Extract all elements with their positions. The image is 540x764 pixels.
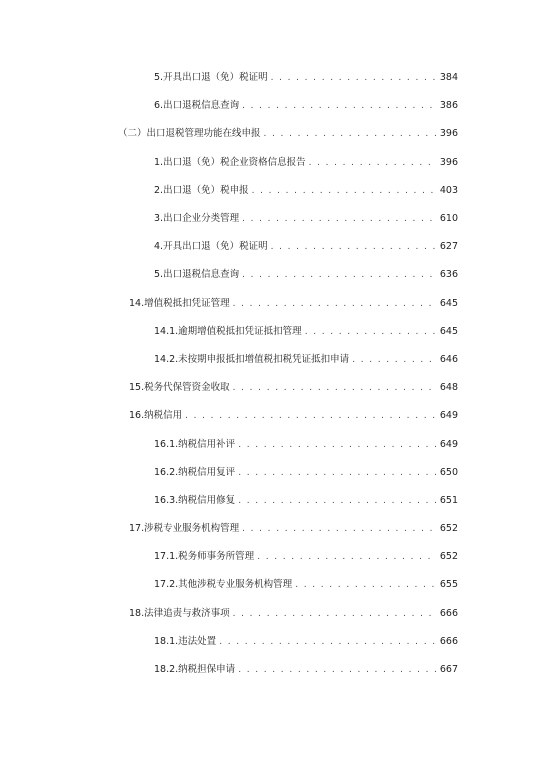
toc-page-number: 636 bbox=[439, 269, 458, 281]
toc-leader-dots bbox=[219, 636, 436, 648]
toc-entry-label: 3.出口企业分类管理 bbox=[154, 213, 240, 225]
toc-leader-dots bbox=[295, 579, 436, 591]
toc-entry-label: 16.2.纳税信用复评 bbox=[154, 466, 236, 478]
table-of-contents bbox=[0, 64, 540, 684]
toc-entry-label: 5.出口退税信息查询 bbox=[154, 269, 240, 281]
toc-entry[interactable] bbox=[0, 177, 540, 205]
toc-entry-label: 1.出口退（免）税企业资格信息报告 bbox=[154, 156, 306, 168]
toc-entry[interactable] bbox=[0, 515, 540, 543]
toc-page-number: 652 bbox=[439, 551, 458, 563]
toc-leader-dots bbox=[185, 410, 436, 422]
toc-entry[interactable] bbox=[0, 64, 540, 92]
toc-entry[interactable] bbox=[0, 92, 540, 120]
toc-page-number: 666 bbox=[439, 607, 458, 619]
toc-leader-dots bbox=[242, 523, 436, 535]
toc-entry[interactable] bbox=[0, 205, 540, 233]
toc-entry-label: 17.涉税专业服务机构管理 bbox=[129, 523, 240, 535]
toc-entry[interactable] bbox=[0, 346, 540, 374]
toc-page-number: 645 bbox=[439, 325, 458, 337]
toc-leader-dots bbox=[271, 241, 436, 253]
toc-entry-label: 17.1.税务师事务所管理 bbox=[154, 551, 255, 563]
toc-leader-dots bbox=[233, 382, 436, 394]
toc-page-number: 667 bbox=[439, 664, 458, 676]
toc-leader-dots bbox=[233, 608, 436, 620]
toc-entry[interactable] bbox=[0, 318, 540, 346]
toc-page-number: 403 bbox=[439, 184, 458, 196]
toc-entry[interactable] bbox=[0, 402, 540, 430]
toc-leader-dots bbox=[242, 269, 436, 281]
toc-entry-label: 18.1.违法处置 bbox=[154, 635, 217, 647]
toc-entry-label: 18.法律追责与救济事项 bbox=[129, 607, 230, 619]
toc-leader-dots bbox=[242, 213, 436, 225]
toc-entry-label: 15.税务代保管资金收取 bbox=[129, 382, 230, 394]
toc-page-number: 650 bbox=[439, 466, 458, 478]
toc-entry[interactable] bbox=[0, 459, 540, 487]
toc-entry-label: （二）出口退税管理功能在线申报 bbox=[118, 128, 261, 140]
toc-entry-label: 16.纳税信用 bbox=[129, 410, 183, 422]
toc-leader-dots bbox=[352, 354, 436, 366]
toc-entry[interactable] bbox=[0, 600, 540, 628]
toc-page-number: 652 bbox=[439, 523, 458, 535]
toc-entry-label: 18.2.纳税担保申请 bbox=[154, 664, 236, 676]
toc-entry[interactable] bbox=[0, 656, 540, 684]
toc-entry-label: 14.2.未按期申报抵扣增值税扣税凭证抵扣申请 bbox=[154, 353, 350, 365]
toc-leader-dots bbox=[271, 72, 436, 84]
toc-entry[interactable] bbox=[0, 290, 540, 318]
toc-page-number: 386 bbox=[439, 100, 458, 112]
toc-leader-dots bbox=[238, 495, 436, 507]
toc-entry[interactable] bbox=[0, 149, 540, 177]
toc-entry[interactable] bbox=[0, 261, 540, 289]
toc-page-number: 651 bbox=[439, 494, 458, 506]
toc-entry[interactable] bbox=[0, 233, 540, 261]
toc-leader-dots bbox=[233, 298, 436, 310]
toc-entry-label: 14.1.逾期增值税抵扣凭证抵扣管理 bbox=[154, 325, 302, 337]
toc-page-number: 655 bbox=[439, 579, 458, 591]
toc-page-number: 610 bbox=[439, 213, 458, 225]
toc-leader-dots bbox=[309, 157, 436, 169]
toc-entry-label: 5.开具出口退（免）税证明 bbox=[154, 72, 268, 84]
toc-entry-label: 6.出口退税信息查询 bbox=[154, 100, 240, 112]
toc-entry-label: 17.2.其他涉税专业服务机构管理 bbox=[154, 579, 293, 591]
toc-leader-dots bbox=[238, 664, 436, 676]
toc-leader-dots bbox=[238, 439, 436, 451]
toc-page-number: 649 bbox=[439, 438, 458, 450]
toc-page-number: 396 bbox=[439, 156, 458, 168]
toc-entry[interactable] bbox=[0, 487, 540, 515]
toc-leader-dots bbox=[305, 326, 436, 338]
toc-entry-label: 4.开具出口退（免）税证明 bbox=[154, 241, 268, 253]
toc-entry[interactable] bbox=[0, 374, 540, 402]
toc-page-number: 627 bbox=[439, 241, 458, 253]
toc-entry-label: 14.增值税抵扣凭证管理 bbox=[129, 297, 230, 309]
toc-entry[interactable] bbox=[0, 571, 540, 599]
toc-page-number: 666 bbox=[439, 635, 458, 647]
toc-entry[interactable] bbox=[0, 628, 540, 656]
toc-leader-dots bbox=[252, 185, 436, 197]
toc-page-number: 645 bbox=[439, 297, 458, 309]
toc-page-number: 649 bbox=[439, 410, 458, 422]
toc-page-number: 646 bbox=[439, 353, 458, 365]
toc-entry[interactable] bbox=[0, 543, 540, 571]
toc-leader-dots bbox=[242, 100, 436, 112]
toc-entry[interactable] bbox=[0, 120, 540, 148]
toc-page-number: 384 bbox=[439, 72, 458, 84]
toc-entry-label: 16.1.纳税信用补评 bbox=[154, 438, 236, 450]
toc-page-number: 396 bbox=[439, 128, 458, 140]
toc-entry[interactable] bbox=[0, 430, 540, 458]
toc-entry-label: 2.出口退（免）税申报 bbox=[154, 184, 249, 196]
toc-leader-dots bbox=[257, 551, 436, 563]
toc-leader-dots bbox=[238, 467, 436, 479]
toc-page-number: 648 bbox=[439, 382, 458, 394]
toc-entry-label: 16.3.纳税信用修复 bbox=[154, 494, 236, 506]
toc-leader-dots bbox=[264, 128, 436, 140]
